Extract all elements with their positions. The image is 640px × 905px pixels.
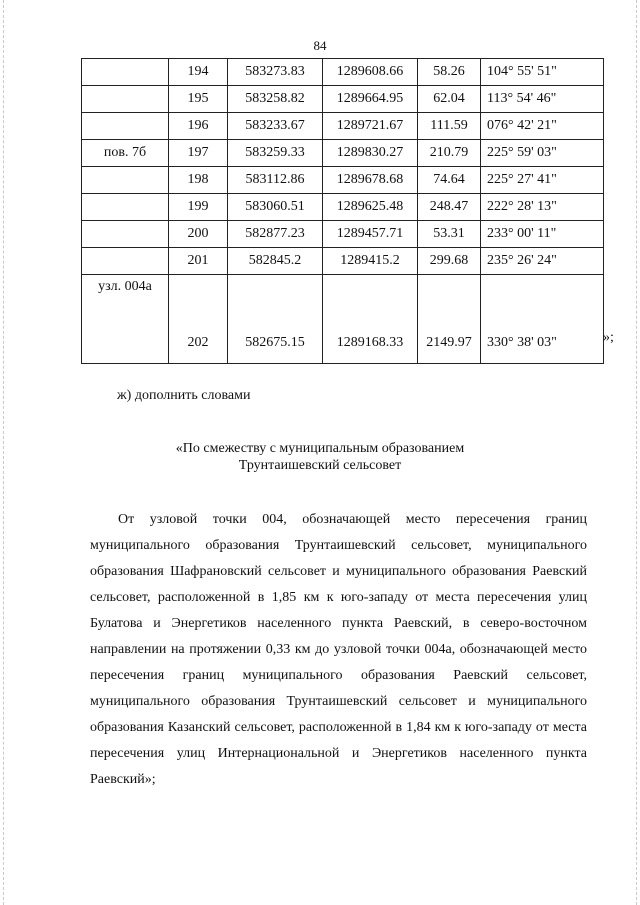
coord-y-cell: 1289721.67 [323, 113, 418, 140]
point-label-cell [82, 194, 169, 221]
table-row [82, 86, 604, 113]
coord-x-cell: 583060.51 [228, 194, 323, 221]
bearing-cell: 104° 55' 51" [481, 59, 604, 86]
distance-cell: 111.59 [418, 113, 481, 140]
coordinates-table [81, 58, 604, 364]
coord-y-cell: 1289457.71 [323, 221, 418, 248]
table-row [82, 194, 604, 221]
coord-x-cell: 582877.23 [228, 221, 323, 248]
coord-x-cell: 583273.83 [228, 59, 323, 86]
point-number-cell: 200 [169, 221, 228, 248]
distance-cell: 62.04 [418, 86, 481, 113]
table-row [82, 221, 604, 248]
coord-x-cell: 583259.33 [228, 140, 323, 167]
distance-cell: 74.64 [418, 167, 481, 194]
distance-cell: 299.68 [418, 248, 481, 275]
bearing-cell: 113° 54' 46" [481, 86, 604, 113]
coord-x-cell: 583112.86 [228, 167, 323, 194]
coord-y-cell: 1289830.27 [323, 140, 418, 167]
bearing-cell: 222° 28' 13" [481, 194, 604, 221]
point-number-cell: 201 [169, 248, 228, 275]
bearing-cell: 225° 59' 03" [481, 140, 604, 167]
point-number-cell: 198 [169, 167, 228, 194]
table-row [82, 59, 604, 86]
coord-x-cell: 582845.2 [228, 248, 323, 275]
point-label-cell [82, 86, 169, 113]
point-number-cell: 195 [169, 86, 228, 113]
coord-x-cell: 583233.67 [228, 113, 323, 140]
section-heading-line2: Трунтаишевский сельсовет [238, 458, 402, 473]
coord-y-cell: 1289415.2 [323, 248, 418, 275]
bearing-cell: 235° 26' 24" [481, 248, 604, 275]
bearing-cell: 330° 38' 03" [481, 275, 604, 364]
point-label-cell [82, 113, 169, 140]
distance-cell: 2149.97 [418, 275, 481, 364]
table-row [82, 248, 604, 275]
point-number-cell: 199 [169, 194, 228, 221]
point-number-cell: 194 [169, 59, 228, 86]
table-row [82, 167, 604, 194]
coord-y-cell: 1289168.33 [323, 275, 418, 364]
bearing-cell: 076° 42' 21" [481, 113, 604, 140]
distance-cell: 58.26 [418, 59, 481, 86]
point-number-cell: 197 [169, 140, 228, 167]
point-label-cell: пов. 7б [82, 140, 169, 167]
table-closing-quote: »; [603, 330, 614, 345]
point-number-cell: 196 [169, 113, 228, 140]
distance-cell: 210.79 [418, 140, 481, 167]
coordinates-table-body [82, 59, 604, 364]
point-number-cell: 202 [169, 275, 228, 364]
bearing-cell: 233° 00' 11" [481, 221, 604, 248]
table-row [82, 113, 604, 140]
point-label-cell [82, 221, 169, 248]
table-row [82, 275, 604, 364]
coord-x-cell: 583258.82 [228, 86, 323, 113]
table-row [82, 140, 604, 167]
coord-x-cell: 582675.15 [228, 275, 323, 364]
coord-y-cell: 1289678.68 [323, 167, 418, 194]
coord-y-cell: 1289608.66 [323, 59, 418, 86]
coord-y-cell: 1289664.95 [323, 86, 418, 113]
section-heading [0, 440, 640, 474]
point-label-cell [82, 59, 169, 86]
coord-y-cell: 1289625.48 [323, 194, 418, 221]
page-number: 84 [313, 38, 327, 53]
section-heading-line1: «По смежеству с муниципальным образованием [175, 441, 465, 456]
distance-cell: 53.31 [418, 221, 481, 248]
distance-cell: 248.47 [418, 194, 481, 221]
bearing-cell: 225° 27' 41" [481, 167, 604, 194]
subitem-text: ж) дополнить словами [117, 388, 251, 403]
body-paragraph: От узловой точки 004, обозначающей место пересечения границ муниципального образования Трунтаишевский сельсовет, муниципального образования Шафрановский сельсовет и муниципального образования Раевский сельсовет, расположенной в 1,85 км к юго-западу от места пересечения улиц Булатова и Энергетиков населенного пункта Раевский, в северо-восточном направлении на протяжении 0,33 км до узловой точки 004а, обозначающей место пересечения границ муниципального образования Раевский сельсовет, муниципального образования Трунтаишевский сельсовет и муниципального образования Казанский сельсовет, расположенной в 1,84 км к юго-западу от места пересечения улиц Интернациональной и Энергетиков населенного пункта Раевский»; [90, 512, 587, 787]
point-label-cell [82, 248, 169, 275]
point-label-cell [82, 167, 169, 194]
point-label-cell: узл. 004а [82, 275, 169, 364]
